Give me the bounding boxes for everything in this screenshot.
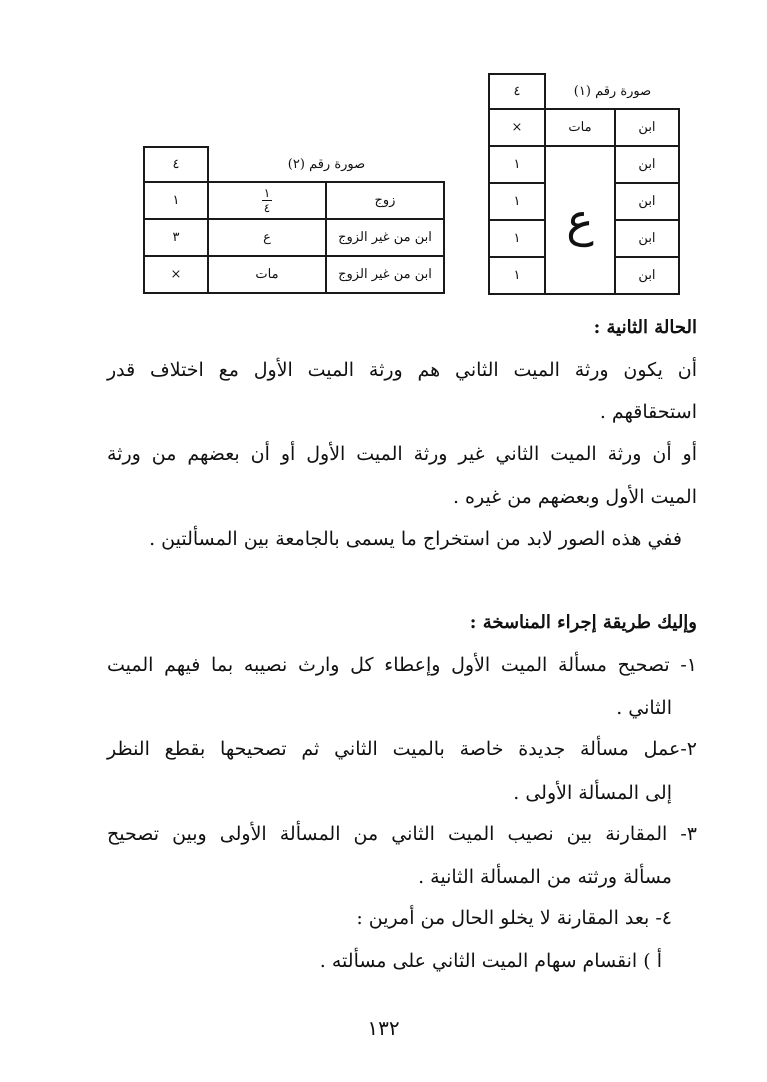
count-cell: ٣ <box>144 219 208 256</box>
share-cell <box>208 182 326 219</box>
figure-1-caption-row <box>489 74 679 109</box>
step-line: مسألة ورثته من المسألة الثانية . <box>418 866 672 888</box>
heading-case-two: الحالة الثانية : <box>593 317 697 338</box>
table-row <box>489 109 679 146</box>
step-line: ٢-عمل مسألة جديدة خاصة بالميت الثاني ثم تصحيحها بقطع النظر <box>107 738 697 760</box>
share-cell: مات <box>208 256 326 293</box>
figure-2-caption-row <box>144 147 444 182</box>
step-line: الثاني . <box>616 697 672 719</box>
heading-method: وإليك طريقة إجراء المناسخة : <box>469 612 697 633</box>
share-cell: ع <box>208 219 326 256</box>
paragraph-line: أو أن ورثة الميت الثاني غير ورثة الميت الأول أو أن بعضهم من ورثة <box>107 443 697 465</box>
count-cell: × <box>144 256 208 293</box>
figure-1-total: ٤ <box>489 74 545 109</box>
figure-2-caption: صورة رقم (٢) <box>287 156 366 172</box>
count-cell: ١ <box>489 146 545 183</box>
count-cell: ١ <box>144 182 208 219</box>
table-row <box>144 256 444 293</box>
step-line: ٣- المقارنة بين نصيب الميت الثاني من المسألة الأولى وبين تصحيح <box>107 823 697 845</box>
figure-1-caption: صورة رقم (١) <box>573 83 652 99</box>
paragraph-line: استحقاقهم . <box>599 401 697 423</box>
heir-cell: ابن <box>615 109 679 146</box>
count-cell: ١ <box>489 220 545 257</box>
heir-cell: زوج <box>326 182 444 219</box>
count-cell: ١ <box>489 183 545 220</box>
paragraph-line: ففي هذه الصور لابد من استخراج ما يسمى بالجامعة بين المسألتين . <box>149 528 682 550</box>
count-cell: × <box>489 109 545 146</box>
step-line: إلى المسألة الأولى . <box>513 782 672 804</box>
heir-cell: ابن <box>615 183 679 220</box>
table-row <box>144 219 444 256</box>
remainder-cell: ع <box>545 146 615 294</box>
figure-1-table <box>488 73 680 295</box>
heir-cell: ابن من غير الزوج <box>326 219 444 256</box>
share-cell: مات <box>545 109 615 146</box>
table-row <box>489 146 679 183</box>
page-number: ١٣٢ <box>367 1016 400 1040</box>
count-cell: ١ <box>489 257 545 294</box>
step-line: ١- تصحيح مسألة الميت الأول وإعطاء كل وارث نصيبه بما فيهم الميت <box>107 654 697 676</box>
heir-cell: ابن <box>615 257 679 294</box>
fraction <box>262 187 272 214</box>
figure-2-total: ٤ <box>144 147 208 182</box>
figure-2-table <box>143 146 445 294</box>
fraction-denominator: ٤ <box>263 201 271 215</box>
paragraph-line: أن يكون ورثة الميت الثاني هم ورثة الميت الأول مع اختلاف قدر <box>107 359 697 381</box>
table-row <box>144 182 444 219</box>
step-line: أ ) انقسام سهام الميت الثاني على مسألته . <box>319 950 662 972</box>
heir-cell: ابن من غير الزوج <box>326 256 444 293</box>
fraction-numerator: ١ <box>263 186 271 200</box>
heir-cell: ابن <box>615 220 679 257</box>
heir-cell: ابن <box>615 146 679 183</box>
paragraph-line: الميت الأول وبعضهم من غيره . <box>452 486 697 508</box>
step-line: ٤- بعد المقارنة لا يخلو الحال من أمرين : <box>356 907 672 929</box>
